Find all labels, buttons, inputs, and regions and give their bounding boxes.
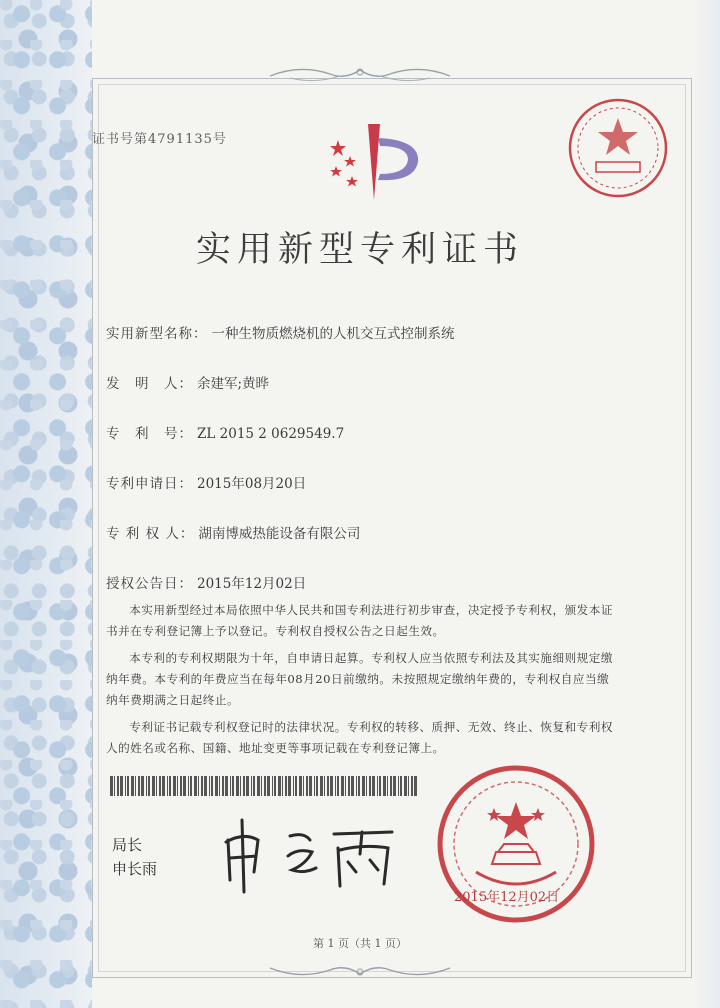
utility-model-name-label: 实用新型名称： <box>106 326 208 342</box>
inventor-row <box>106 372 269 392</box>
inventor-value: 余建军;黄晔 <box>197 376 270 392</box>
certificate-title: 实用新型专利证书 <box>195 230 524 270</box>
director-name: 申长雨 <box>112 860 158 878</box>
application-date-label: 专利申请日： <box>106 476 193 492</box>
body-paragraph-3: 专利证书记载专利权登记时的法律状况。专利权的转移、质押、无效、终止、恢复和专利权人的姓名或名称、国籍、地址变更等事项记载在专利登记簿上。 <box>106 720 613 755</box>
body-paragraph-2: 本专利的专利权期限为十年，自申请日起算。专利权人应当依照专利法及其实施细则规定缴纳年费。本专利的年费应当在每年08月20日前缴纳。未按照规定缴纳年费的，专利权自应当缴纳年费期满之日起终止。 <box>106 651 613 707</box>
top-ornament <box>260 62 460 86</box>
grant-date-value: 2015年12月02日 <box>197 576 307 592</box>
barcode-icon <box>110 776 418 796</box>
application-date-row <box>106 472 306 492</box>
grant-date-label: 授权公告日： <box>106 576 193 592</box>
director-title: 局长 <box>112 836 143 854</box>
grant-date-row <box>106 572 306 592</box>
director-signature <box>214 814 400 894</box>
scan-edge-right <box>694 0 720 1008</box>
utility-model-name-value: 一种生物质燃烧机的人机交互式控制系统 <box>211 326 455 342</box>
body-paragraph-1: 本实用新型经过本局依照中华人民共和国专利法进行初步审查，决定授予专利权，颁发本证书并在专利登记簿上予以登记。专利权自授权公告之日起生效。 <box>106 603 613 638</box>
patent-number-row <box>106 422 344 442</box>
application-date-value: 2015年08月20日 <box>197 476 307 492</box>
patent-holder-row <box>106 522 360 542</box>
certificate-body <box>106 600 614 765</box>
bottom-ornament <box>260 958 460 982</box>
patent-holder-label: 专 利 权 人： <box>106 526 195 542</box>
patent-office-emblem-icon <box>316 116 434 208</box>
utility-model-name-row <box>106 322 455 342</box>
inventor-label: 发 明 人： <box>106 376 193 392</box>
seal-date: 2015年12月02日 <box>454 890 560 905</box>
patent-number-value: ZL 2015 2 0629549.7 <box>197 426 345 442</box>
certificate-number: 证书号第4791135号 <box>92 132 227 147</box>
top-right-seal-icon <box>566 96 670 200</box>
page-number: 第 1 页（共 1 页） <box>313 937 407 950</box>
scan-edge-left <box>0 0 92 1008</box>
patent-number-label: 专 利 号： <box>106 426 193 442</box>
patent-holder-value: 湖南博威热能设备有限公司 <box>198 526 361 542</box>
